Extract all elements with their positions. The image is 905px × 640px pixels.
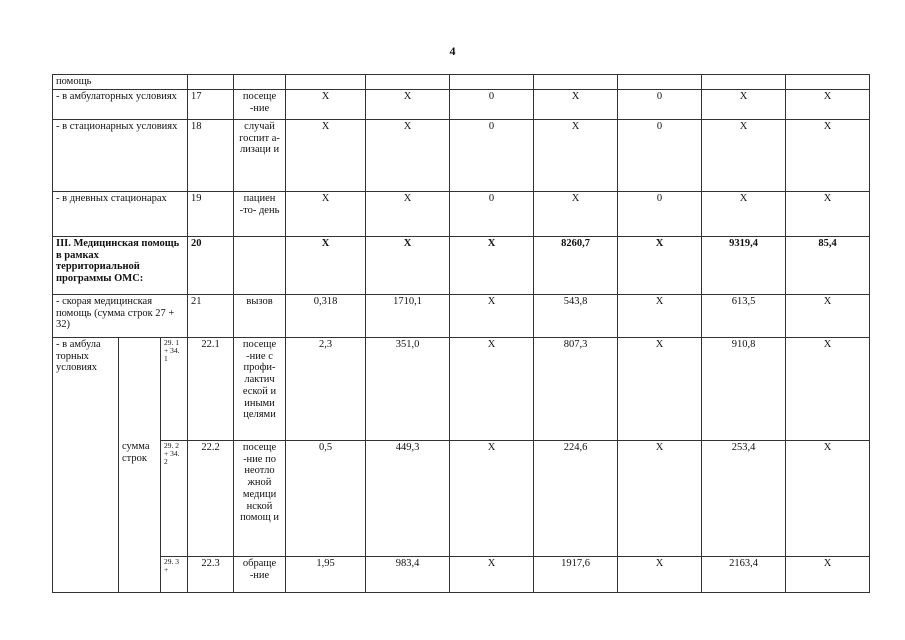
cell: Х [786,337,870,440]
cell: 2163,4 [702,556,786,592]
table-row [53,440,870,556]
table-row [53,337,870,440]
cell: 1,95 [286,556,366,592]
cell: 9319,4 [702,236,786,294]
cell: 0 [450,119,534,191]
financing-table [52,74,870,593]
cell: 0 [450,89,534,119]
row-code: 22.2 [188,440,234,556]
cell: Х [534,191,618,236]
cell: Х [450,294,534,337]
row-ref: 29. 1 + 34. 1 [161,337,188,440]
cell: 543,8 [534,294,618,337]
cell: Х [450,440,534,556]
cell: Х [366,89,450,119]
cell: Х [534,89,618,119]
cell: 910,8 [702,337,786,440]
cell: 2,3 [286,337,366,440]
row-unit: посеще -ние по неотло жной медици нской помощ и [234,440,286,556]
cell: 0,5 [286,440,366,556]
section-label: III. Медицинская помощь в рамках территориальной программы ОМС: [53,236,188,294]
cell: Х [286,191,366,236]
cell: 449,3 [366,440,450,556]
table-row [53,89,870,119]
cell: Х [618,440,702,556]
row-label: помощь [53,75,188,90]
cell: Х [286,89,366,119]
row-code: 17 [188,89,234,119]
cell: 1710,1 [366,294,450,337]
row-ref: 29. 3 + [161,556,188,592]
row-unit: посеще -ние [234,89,286,119]
cell: Х [786,294,870,337]
cell: 351,0 [366,337,450,440]
cell: 807,3 [534,337,618,440]
cell: Х [366,236,450,294]
cell: 0 [450,191,534,236]
cell: Х [450,337,534,440]
cell: Х [702,89,786,119]
row-unit: случай госпит а- лизаци и [234,119,286,191]
row-ref: 29. 2 + 34. 2 [161,440,188,556]
table-row [53,556,870,592]
row-unit: пациен -то- день [234,191,286,236]
row-unit: вызов [234,294,286,337]
table-row [53,75,870,90]
cell: Х [618,337,702,440]
cell: Х [286,236,366,294]
cell: 253,4 [702,440,786,556]
cell: Х [702,119,786,191]
cell: Х [786,119,870,191]
row-code: 20 [188,236,234,294]
cell: Х [786,556,870,592]
row-label: - скорая медицинская помощь (сумма строк 27 + 32) [53,294,188,337]
cell: Х [786,440,870,556]
row-label: - в амбулаторных условиях [53,89,188,119]
cell: Х [366,191,450,236]
cell: 613,5 [702,294,786,337]
cell: 0 [618,119,702,191]
cell: 0 [618,191,702,236]
table-row [53,236,870,294]
cell: Х [786,89,870,119]
row-code: 21 [188,294,234,337]
row-unit: обраще -ние [234,556,286,592]
row-label: - в стационарных условиях [53,119,188,191]
cell: Х [534,119,618,191]
cell: 0 [618,89,702,119]
table-row [53,294,870,337]
cell: Х [366,119,450,191]
cell: Х [786,191,870,236]
table-row [53,191,870,236]
row-label: - в дневных стационарах [53,191,188,236]
cell: 983,4 [366,556,450,592]
cell: Х [618,556,702,592]
cell: 0,318 [286,294,366,337]
page-number: 4 [449,44,456,58]
table-row [53,119,870,191]
cell: 1917,6 [534,556,618,592]
cell: 224,6 [534,440,618,556]
cell: Х [450,236,534,294]
row-code: 22.1 [188,337,234,440]
sum-label: сумма строк [119,440,161,556]
row-code: 18 [188,119,234,191]
row-code: 19 [188,191,234,236]
cell: Х [618,236,702,294]
cell: Х [618,294,702,337]
cell: Х [702,191,786,236]
cell: 8260,7 [534,236,618,294]
row-code: 22.3 [188,556,234,592]
cell: Х [286,119,366,191]
cell: Х [450,556,534,592]
row-unit: посеще -ние с профи- лактич еской и иными целями [234,337,286,440]
group-label: - в амбула торных условиях [53,337,119,592]
cell: 85,4 [786,236,870,294]
